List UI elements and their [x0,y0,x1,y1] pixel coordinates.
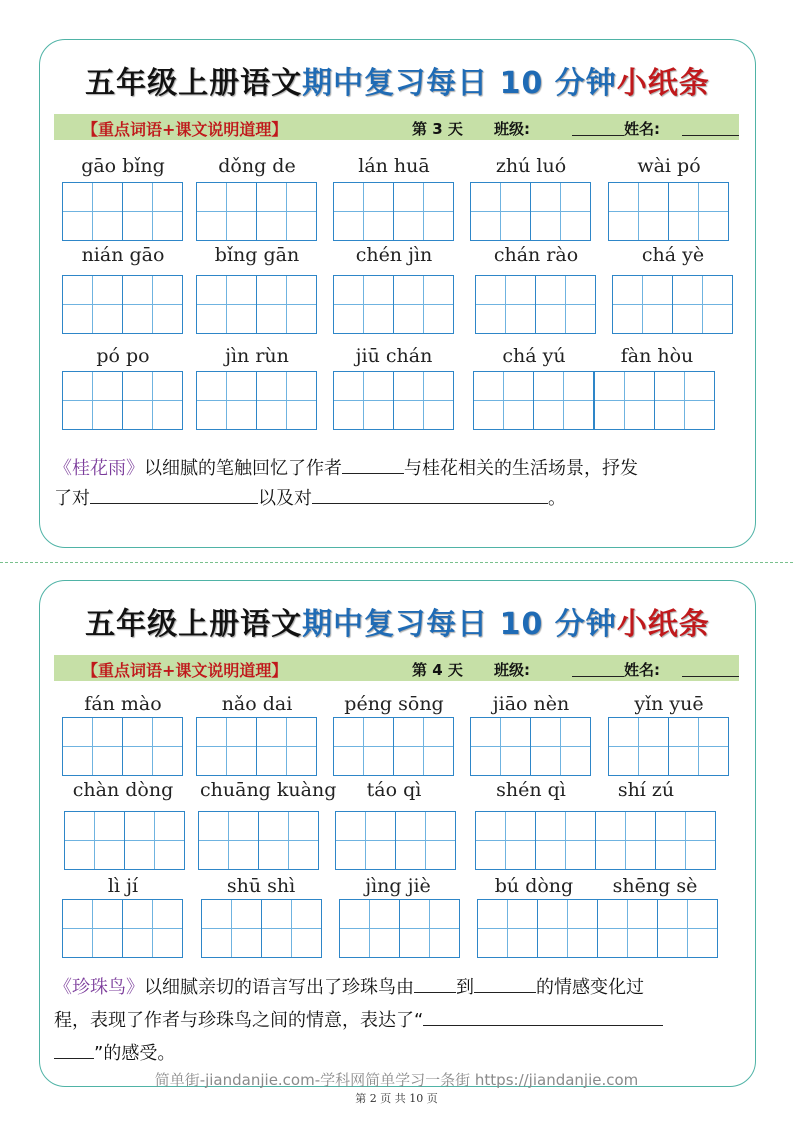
answer-blank[interactable] [90,485,258,504]
writing-grid[interactable] [196,275,317,334]
page-number: 第 2 页 共 10 页 [355,1092,438,1105]
writing-grid[interactable] [597,899,718,958]
grid-cell[interactable] [400,900,459,957]
grid-cell[interactable] [123,183,182,240]
pinyin-label: lán huā [358,155,430,177]
grid-cell[interactable] [471,183,531,240]
pinyin-label: shén qì [496,779,566,801]
fill-in-sentence [54,971,744,1070]
class-input-line[interactable] [572,135,624,136]
grid-cell[interactable] [257,372,316,429]
grid-cell[interactable] [197,718,257,775]
grid-cell[interactable] [394,718,453,775]
sentence-text: 以细腻的笔触回忆了作者 [144,458,342,479]
grid-cell[interactable] [613,276,673,333]
pinyin-label: jiāo nèn [492,693,570,715]
grid-cell[interactable] [334,718,394,775]
pinyin-label: fàn hòu [620,345,694,367]
sentence-text: 。 [548,488,566,509]
writing-grid[interactable] [196,717,317,776]
pinyin-label: fán mào [84,693,162,715]
pinyin-label: chuāng kuàng [200,779,337,801]
class-input-line[interactable] [572,676,624,677]
grid-cell[interactable] [536,276,595,333]
grid-cell[interactable] [257,276,316,333]
pinyin-label: yǐn yuē [634,693,704,715]
answer-blank[interactable] [414,974,456,993]
name-label: 姓名: [624,120,660,138]
writing-grid[interactable] [333,275,454,334]
pinyin-label: wài pó [637,155,701,177]
title-part-review: 期中复习每日 10 分钟 [302,607,617,642]
grid-cell[interactable] [197,183,257,240]
grid-cell[interactable] [478,900,538,957]
writing-grid[interactable] [64,811,185,870]
pinyin-label: táo qì [366,779,422,801]
topic-label: 【重点词语+课文说明道理】 [82,661,288,680]
card-title [40,58,755,102]
class-label: 班级: [494,120,530,138]
writing-grid[interactable] [594,371,715,430]
writing-grid[interactable] [470,717,591,776]
grid-cell[interactable] [197,276,257,333]
sentence-text: 以及对 [258,488,312,509]
grid-cell[interactable] [596,812,656,869]
grid-cell[interactable] [396,812,455,869]
pinyin-label: chá yè [641,244,705,266]
answer-blank[interactable] [312,485,548,504]
title-part-grade: 五年级上册语文 [85,607,303,642]
grid-cell[interactable] [334,183,394,240]
grid-cell[interactable] [65,812,125,869]
grid-cell[interactable] [669,183,728,240]
card-title [40,599,755,643]
writing-grid[interactable] [198,811,319,870]
pinyin-label: jiū chán [355,345,433,367]
grid-cell[interactable] [538,900,597,957]
day-label: 第 3 天 [412,120,463,138]
pinyin-label: chén jìn [355,244,433,266]
writing-grid[interactable] [473,371,594,430]
name-input-line[interactable] [682,135,739,136]
info-band [54,655,739,681]
name-input-line[interactable] [682,676,739,677]
pinyin-label: jìng jiè [365,875,431,897]
grid-cell[interactable] [394,183,453,240]
sentence-text: 的情感变化过 [536,977,644,998]
pinyin-label: gāo bǐng [81,155,165,177]
grid-cell[interactable] [534,372,593,429]
title-part-grade: 五年级上册语文 [85,66,303,101]
grid-cell[interactable] [336,812,396,869]
title-part-review: 期中复习每日 10 分钟 [302,66,617,101]
pinyin-label: shēng sè [612,875,698,897]
pinyin-label: bǐng gān [214,244,300,266]
grid-cell[interactable] [673,276,732,333]
grid-cell[interactable] [394,372,453,429]
answer-blank[interactable] [423,1007,663,1026]
grid-cell[interactable] [598,900,658,957]
grid-cell[interactable] [63,372,123,429]
grid-cell[interactable] [63,718,123,775]
title-part-note: 小纸条 [616,66,710,101]
sentence-text: 以细腻亲切的语言写出了珍珠鸟由 [144,977,414,998]
grid-cell[interactable] [474,372,534,429]
pinyin-label: bú dòng [494,875,574,897]
grid-cell[interactable] [595,372,655,429]
grid-cell[interactable] [123,718,182,775]
cut-line-divider [0,562,793,563]
writing-grid[interactable] [62,371,183,430]
grid-cell[interactable] [609,718,669,775]
pinyin-label: zhú luó [495,155,567,177]
worksheet-card-day4 [39,580,756,1087]
grid-cell[interactable] [669,718,728,775]
writing-grid[interactable] [595,811,716,870]
writing-grid[interactable] [333,371,454,430]
grid-cell[interactable] [259,812,318,869]
grid-cell[interactable] [471,718,531,775]
pinyin-label: chán rào [493,244,579,266]
pinyin-label: pó po [96,345,150,367]
writing-grid[interactable] [608,182,729,241]
grid-cell[interactable] [257,183,316,240]
writing-grid[interactable] [475,275,596,334]
pinyin-label: péng sōng [344,693,444,715]
grid-cell[interactable] [536,812,595,869]
grid-cell[interactable] [262,900,321,957]
worksheet-card-day3 [39,39,756,548]
answer-blank[interactable] [474,974,536,993]
grid-cell[interactable] [123,372,182,429]
site-watermark: 简单街-jiandanjie.com-学科网简单学习一条街 https://jiandanjie.com [154,1071,639,1089]
grid-cell[interactable] [63,900,123,957]
grid-cell[interactable] [257,718,316,775]
writing-grid[interactable] [62,717,183,776]
writing-grid[interactable] [196,182,317,241]
sentence-text: 了对 [54,488,90,509]
grid-cell[interactable] [476,276,536,333]
writing-grid[interactable] [62,899,183,958]
writing-grid[interactable] [608,717,729,776]
grid-cell[interactable] [394,276,453,333]
writing-grid[interactable] [62,275,183,334]
name-label: 姓名: [624,661,660,679]
grid-cell[interactable] [531,718,590,775]
grid-cell[interactable] [340,900,400,957]
answer-blank[interactable] [342,455,404,474]
topic-label: 【重点词语+课文说明道理】 [82,120,288,139]
pinyin-label: chàn dòng [72,779,174,801]
pinyin-label: shí zú [617,779,675,801]
grid-cell[interactable] [123,900,182,957]
grid-cell[interactable] [531,183,590,240]
writing-grid[interactable] [335,811,456,870]
pinyin-label: nǎo dai [221,693,293,715]
writing-grid[interactable] [333,717,454,776]
grid-cell[interactable] [656,812,715,869]
writing-grid[interactable] [339,899,460,958]
pinyin-label: shū shì [226,875,296,897]
pinyin-label: dǒng de [218,155,296,177]
writing-grid[interactable] [201,899,322,958]
writing-grid[interactable] [475,811,596,870]
class-label: 班级: [494,661,530,679]
sentence-text: ”的感受。 [94,1043,176,1064]
book-title: 《珍珠鸟》 [54,977,144,998]
answer-blank[interactable] [54,1040,94,1059]
grid-cell[interactable] [199,812,259,869]
writing-grid[interactable] [612,275,733,334]
sentence-text: 到 [456,977,474,998]
grid-cell[interactable] [125,812,184,869]
grid-cell[interactable] [197,372,257,429]
writing-grid[interactable] [477,899,598,958]
grid-cell[interactable] [63,183,123,240]
writing-grid[interactable] [333,182,454,241]
writing-grid[interactable] [196,371,317,430]
grid-cell[interactable] [63,276,123,333]
sentence-text: 与桂花相关的生活场景，抒发 [404,458,638,479]
title-part-note: 小纸条 [616,607,710,642]
day-label: 第 4 天 [412,661,463,679]
grid-cell[interactable] [202,900,262,957]
sentence-text: 程，表现了作者与珍珠鸟之间的情意，表达了“ [54,1010,424,1031]
grid-cell[interactable] [658,900,717,957]
grid-cell[interactable] [609,183,669,240]
info-band [54,114,739,140]
pinyin-label: chá yú [502,345,566,367]
grid-cell[interactable] [334,372,394,429]
writing-grid[interactable] [470,182,591,241]
fill-in-sentence [54,454,744,514]
grid-cell[interactable] [476,812,536,869]
pinyin-label: lì jí [107,875,139,897]
pinyin-label: nián gāo [81,244,165,266]
writing-grid[interactable] [62,182,183,241]
grid-cell[interactable] [334,276,394,333]
grid-cell[interactable] [655,372,714,429]
book-title: 《桂花雨》 [54,458,144,479]
grid-cell[interactable] [123,276,182,333]
pinyin-label: jìn rùn [225,345,289,367]
